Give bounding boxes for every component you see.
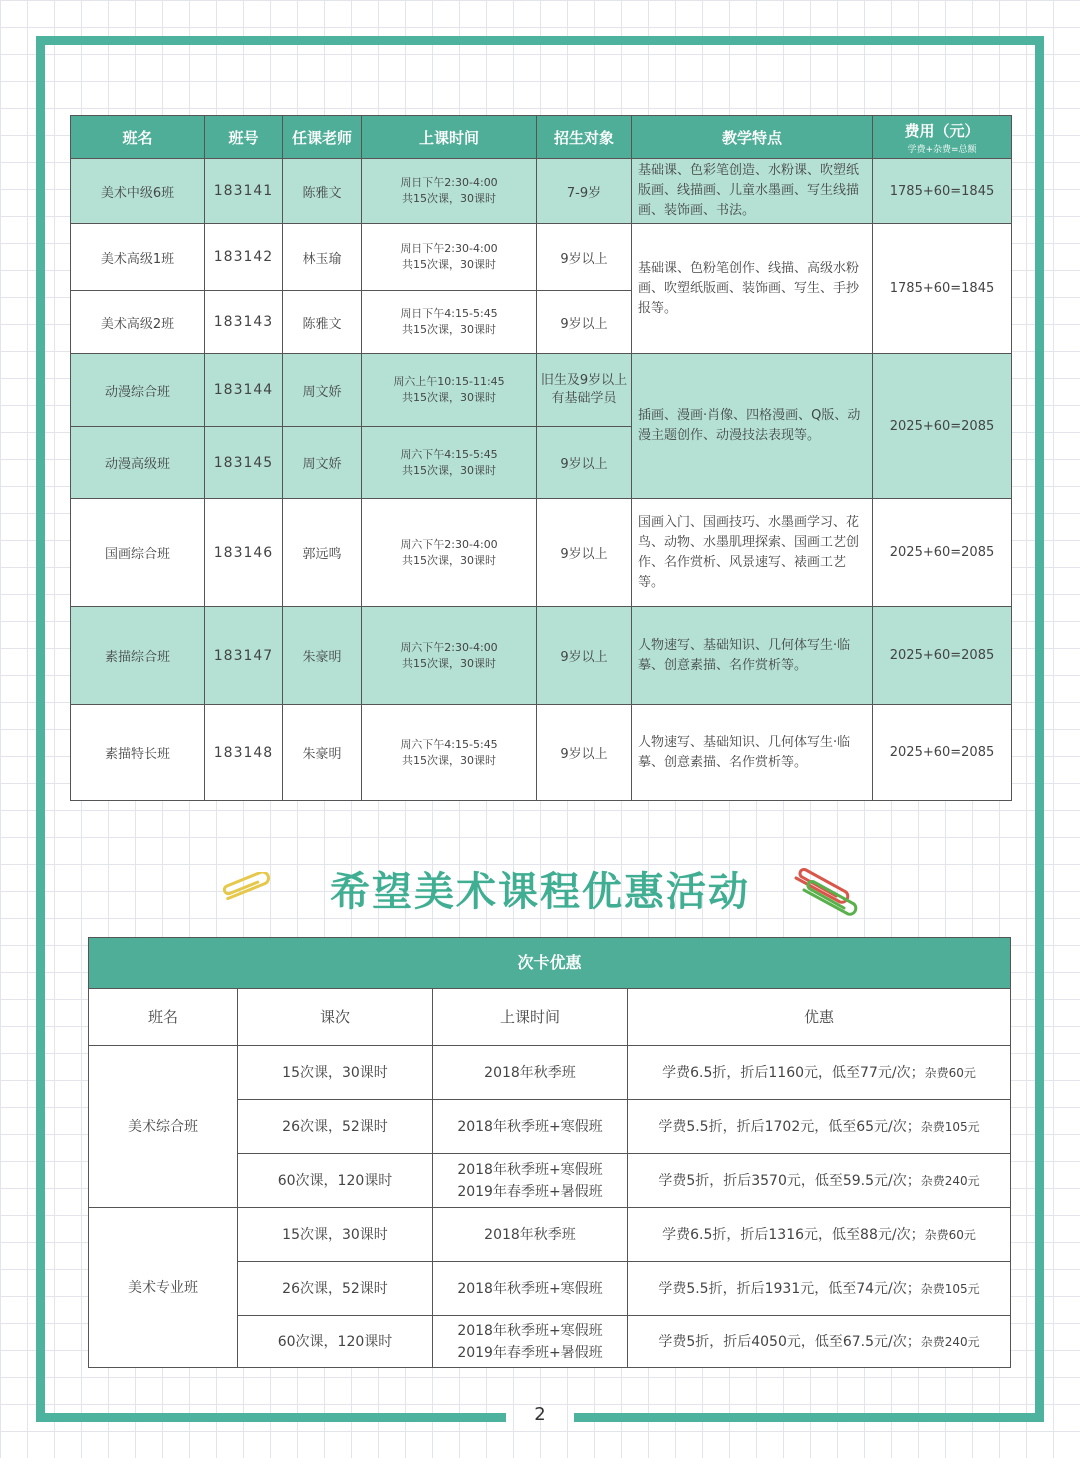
discount-misc: 杂费240元 [920, 1173, 980, 1188]
class-name: 素描综合班 [71, 607, 205, 705]
frame-top [36, 36, 1044, 45]
term-line: 2018年秋季班 [484, 1226, 576, 1243]
header-discount: 优惠 [628, 989, 1011, 1046]
discount [628, 1046, 1011, 1100]
time-slot: 周六下午2:30-4:00 [400, 640, 498, 654]
sessions: 60次课，120课时 [238, 1154, 433, 1208]
table-header-row [71, 116, 1012, 159]
discount-misc: 杂费240元 [920, 1334, 980, 1349]
fee: 2025+60=2085 [873, 354, 1012, 499]
header-fee [873, 116, 1012, 159]
sessions: 26次课，52课时 [238, 1262, 433, 1316]
header-sessions: 课次 [238, 989, 433, 1046]
term [433, 1208, 628, 1262]
time-count: 共15次课，30课时 [402, 656, 496, 670]
frame-bottom-left [36, 1413, 506, 1422]
discount-table [88, 937, 1011, 1368]
teacher: 朱豪明 [283, 705, 362, 801]
term [433, 1046, 628, 1100]
target-age: 9岁以上 [537, 607, 632, 705]
term [433, 1262, 628, 1316]
term-line: 2018年秋季班+寒假班 [457, 1322, 603, 1339]
term [433, 1100, 628, 1154]
class-time [362, 159, 537, 224]
class-time [362, 705, 537, 801]
class-time [362, 499, 537, 607]
class-code: 183144 [205, 354, 283, 427]
term-line: 2018年秋季班+寒假班 [457, 1161, 603, 1178]
discount-misc: 杂费60元 [924, 1227, 976, 1242]
time-slot: 周六下午2:30-4:00 [400, 537, 498, 551]
paperclip-icon [786, 864, 862, 920]
target-age: 9岁以上 [537, 499, 632, 607]
discount-main: 学费5.5折，折后1702元，低至65元/次； [658, 1118, 921, 1135]
sessions: 15次课，30课时 [238, 1046, 433, 1100]
class-name: 动漫综合班 [71, 354, 205, 427]
teacher: 周文娇 [283, 427, 362, 499]
discount-misc: 杂费105元 [920, 1281, 980, 1296]
page-number: 2 [534, 1404, 546, 1425]
class-name: 动漫高级班 [71, 427, 205, 499]
fee: 2025+60=2085 [873, 607, 1012, 705]
discount [628, 1316, 1011, 1368]
class-time [362, 607, 537, 705]
time-slot: 周日下午4:15-5:45 [400, 307, 498, 320]
frame-bottom-right [574, 1413, 1044, 1422]
class-name: 国画综合班 [71, 499, 205, 607]
teacher: 朱豪明 [283, 607, 362, 705]
discount-misc: 杂费105元 [920, 1119, 980, 1134]
table-row [71, 224, 1012, 291]
sessions: 15次课，30课时 [238, 1208, 433, 1262]
time-slot: 周六上午10:15-11:45 [393, 375, 505, 388]
term-line: 2018年秋季班+寒假班 [457, 1280, 603, 1297]
discount [628, 1208, 1011, 1262]
term-line: 2018年秋季班+寒假班 [457, 1118, 603, 1135]
term [433, 1316, 628, 1368]
table-row [89, 1046, 1011, 1100]
features: 基础课、色粉笔创作、线描、高级水粉画、吹塑纸版画、装饰画、写生、手抄报等。 [632, 224, 873, 354]
class-code: 183143 [205, 291, 283, 354]
features: 基础课、色彩笔创造、水粉课、吹塑纸版画、线描画、儿童水墨画、写生线描画、装饰画、书法。 [632, 159, 873, 224]
sessions: 60次课，120课时 [238, 1316, 433, 1368]
table-row [71, 354, 1012, 427]
discount-header-row [89, 989, 1011, 1046]
term-line: 2019年春季班+暑假班 [457, 1344, 603, 1361]
table-row [71, 705, 1012, 801]
time-count: 共15次课，30课时 [402, 192, 496, 205]
discount-main: 学费5.5折，折后1931元，低至74元/次； [658, 1280, 921, 1297]
teacher: 陈雅文 [283, 291, 362, 354]
fee: 1785+60=1845 [873, 224, 1012, 354]
time-count: 共15次课，30课时 [402, 553, 496, 567]
fee: 2025+60=2085 [873, 705, 1012, 801]
group-name: 美术专业班 [89, 1208, 238, 1368]
table-row [71, 607, 1012, 705]
header-time: 上课时间 [433, 989, 628, 1046]
discount [628, 1154, 1011, 1208]
teacher: 周文娇 [283, 354, 362, 427]
discount-main: 学费5折，折后3570元，低至59.5元/次； [658, 1172, 921, 1189]
target-age: 9岁以上 [537, 427, 632, 499]
header-features: 教学特点 [632, 116, 873, 159]
target-age: 旧生及9岁以上有基础学员 [537, 354, 632, 427]
teacher: 林玉瑜 [283, 224, 362, 291]
target-age: 9岁以上 [537, 705, 632, 801]
time-slot: 周日下午2:30-4:00 [400, 242, 498, 255]
features: 插画、漫画·肖像、四格漫画、Q版、动漫主题创作、动漫技法表现等。 [632, 354, 873, 499]
header-code: 班号 [205, 116, 283, 159]
table-row [89, 1208, 1011, 1262]
teacher: 陈雅文 [283, 159, 362, 224]
class-code: 183142 [205, 224, 283, 291]
class-name: 美术高级2班 [71, 291, 205, 354]
group-name: 美术综合班 [89, 1046, 238, 1208]
discount-main: 学费6.5折，折后1316元，低至88元/次； [662, 1226, 925, 1243]
time-count: 共15次课，30课时 [402, 323, 496, 336]
target-age: 7-9岁 [537, 159, 632, 224]
table-row [71, 159, 1012, 224]
time-count: 共15次课，30课时 [402, 753, 496, 767]
discount-main: 学费6.5折，折后1160元，低至77元/次； [662, 1064, 925, 1081]
class-name: 美术中级6班 [71, 159, 205, 224]
class-time [362, 291, 537, 354]
teacher: 郭远鸣 [283, 499, 362, 607]
discount-caption-row [89, 938, 1011, 989]
discount-caption: 次卡优惠 [89, 938, 1011, 989]
target-age: 9岁以上 [537, 291, 632, 354]
discount-main: 学费5折，折后4050元，低至67.5元/次； [658, 1333, 921, 1350]
time-slot: 周六下午4:15-5:45 [400, 737, 498, 751]
header-fee-label: 费用（元） [904, 121, 980, 140]
header-name: 班名 [71, 116, 205, 159]
class-name: 美术高级1班 [71, 224, 205, 291]
features: 人物速写、基础知识、几何体写生·临摹、创意素描、名作赏析等。 [632, 705, 873, 801]
time-slot: 周日下午2:30-4:00 [400, 176, 498, 189]
time-count: 共15次课，30课时 [402, 258, 496, 271]
discount [628, 1262, 1011, 1316]
time-count: 共15次课，30课时 [402, 463, 496, 477]
class-time [362, 427, 537, 499]
term [433, 1154, 628, 1208]
class-name: 素描特长班 [71, 705, 205, 801]
promo-title: 希望美术课程优惠活动 [330, 869, 750, 915]
class-code: 183146 [205, 499, 283, 607]
sessions: 26次课，52课时 [238, 1100, 433, 1154]
fee: 2025+60=2085 [873, 499, 1012, 607]
fee: 1785+60=1845 [873, 159, 1012, 224]
time-slot: 周六下午4:15-5:45 [400, 447, 498, 461]
class-code: 183147 [205, 607, 283, 705]
table-row [71, 499, 1012, 607]
course-schedule-table [70, 115, 1012, 801]
header-time: 上课时间 [362, 116, 537, 159]
header-name: 班名 [89, 989, 238, 1046]
class-time [362, 224, 537, 291]
target-age: 9岁以上 [537, 224, 632, 291]
header-target: 招生对象 [537, 116, 632, 159]
class-code: 183148 [205, 705, 283, 801]
class-time [362, 354, 537, 427]
features: 人物速写、基础知识、几何体写生·临摹、创意素描、名作赏析等。 [632, 607, 873, 705]
time-count: 共15次课，30课时 [402, 391, 496, 404]
class-code: 183145 [205, 427, 283, 499]
class-code: 183141 [205, 159, 283, 224]
features: 国画入门、国画技巧、水墨画学习、花鸟、动物、水墨肌理探索、国画工艺创作、名作赏析、风景速写、裱画工艺等。 [632, 499, 873, 607]
frame-left [36, 36, 45, 1422]
header-teacher: 任课老师 [283, 116, 362, 159]
discount [628, 1100, 1011, 1154]
term-line: 2018年秋季班 [484, 1064, 576, 1081]
discount-misc: 杂费60元 [924, 1065, 976, 1080]
header-fee-note: 学费+杂费=总额 [907, 144, 977, 155]
frame-right [1035, 36, 1044, 1422]
term-line: 2019年春季班+暑假班 [457, 1183, 603, 1200]
paperclip-icon [218, 872, 280, 908]
